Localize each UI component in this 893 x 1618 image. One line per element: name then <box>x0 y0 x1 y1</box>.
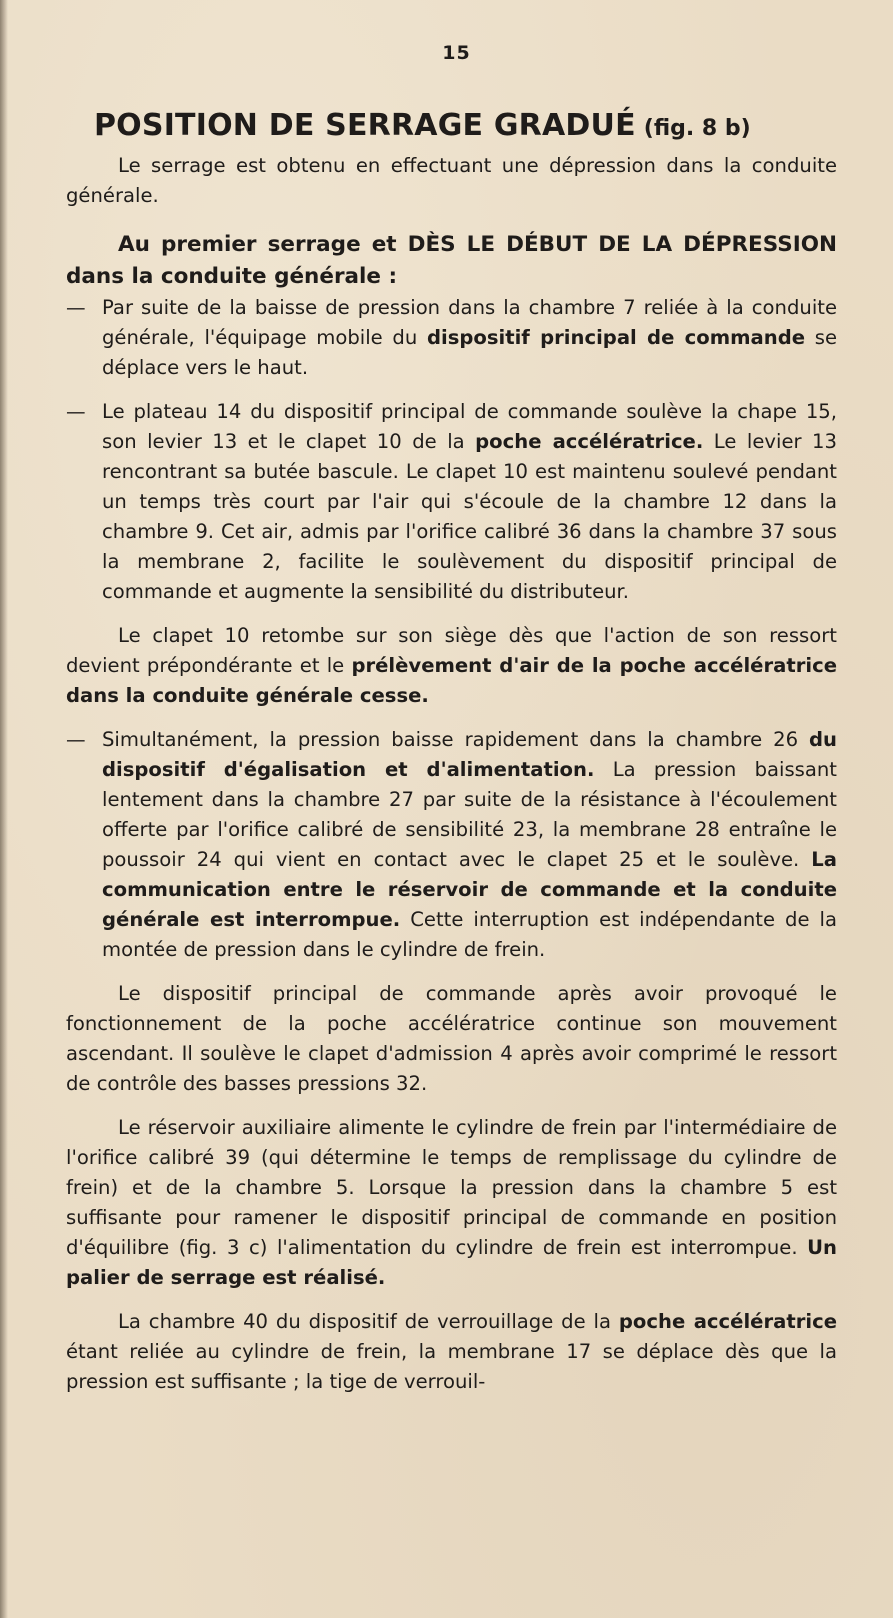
paragraph-chamber-40: La chambre 40 du dispositif de verrouillage de la poche accélératrice étant reliée au cylindre de frein, la membrane 17 se déplace dès que la pression est suffisante ; la tige de verrouil- <box>66 1310 837 1393</box>
heading-figure-ref: (fig. 8 b) <box>643 116 751 141</box>
section-heading <box>94 108 837 143</box>
heading-title: POSITION DE SERRAGE GRADUÉ <box>94 108 636 143</box>
paragraph-auxiliary-reservoir: Le réservoir auxiliaire alimente le cylindre de frein par l'intermédiaire de l'orifice calibré 39 (qui détermine le temps de remplissage du cylindre de frein) et de la chambre 5. Lorsque la pression dans la chambre 5 est suffisante pour ramener le dispositif principal de commande en position d'équilibre (fig. 3 c) l'alimentation du cylindre de frein est interrompue. Un palier de serrage est réalisé. <box>66 1116 837 1289</box>
list-item-simultaneously: — Simultanément, la pression baisse rapidement dans la chambre 26 du dispositif d'égalisation et d'alimentation. La pression baissant lentement dans la chambre 27 par suite de la résistance à l'écoulement offerte par l'orifice calibré de sensibilité 23, la membrane 28 entraîne le poussoir 24 qui vient en contact avec le clapet 25 et le soulève. La communication entre le réservoir de commande et la conduite générale est interrompue. Cette interruption est indépendante de la montée de pression dans le cylindre de frein. <box>66 725 837 965</box>
paragraph-main-device: Le dispositif principal de commande après avoir provoqué le fonctionnement de la poche accélératrice continue son mouvement ascendant. Il soulève le clapet d'admission 4 après avoir comprimé le ressort de contrôle des basses pressions 32. <box>66 982 837 1095</box>
paragraph-clapet-10: Le clapet 10 retombe sur son siège dès que l'action de son ressort devient prépondérante et le prélèvement d'air de la poche accélératrice dans la conduite générale cesse. <box>66 624 838 707</box>
paragraph-intro: Le serrage est obtenu en effectuant une dépression dans la conduite générale. <box>66 154 837 207</box>
list-item-chamber-7: — Par suite de la baisse de pression dans la chambre 7 reliée à la conduite générale, l'équipage mobile du dispositif principal de commande se déplace vers le haut. <box>66 293 837 383</box>
list-item-plateau-14: — Le plateau 14 du dispositif principal de commande soulève la chape 15, son levier 13 et le clapet 10 de la poche accélératrice. Le levier 13 rencontrant sa butée bascule. Le clapet 10 est maintenu soulevé pendant un temps très court par l'air qui s'écoule de la chambre 12 dans la chambre 9. Cet air, admis par l'orifice calibré 36 dans la chambre 37 sous la membrane 2, facilite le soulèvement du dispositif principal de commande et augmente la sensibilité du distributeur. <box>66 397 837 607</box>
subheading-first-application: Au premier serrage et DÈS LE DÉBUT DE LA DÉPRESSION dans la conduite générale : <box>66 232 837 289</box>
dash-list-2 <box>66 725 837 965</box>
page-number: 15 <box>442 42 471 64</box>
dash-list-1 <box>66 293 837 607</box>
